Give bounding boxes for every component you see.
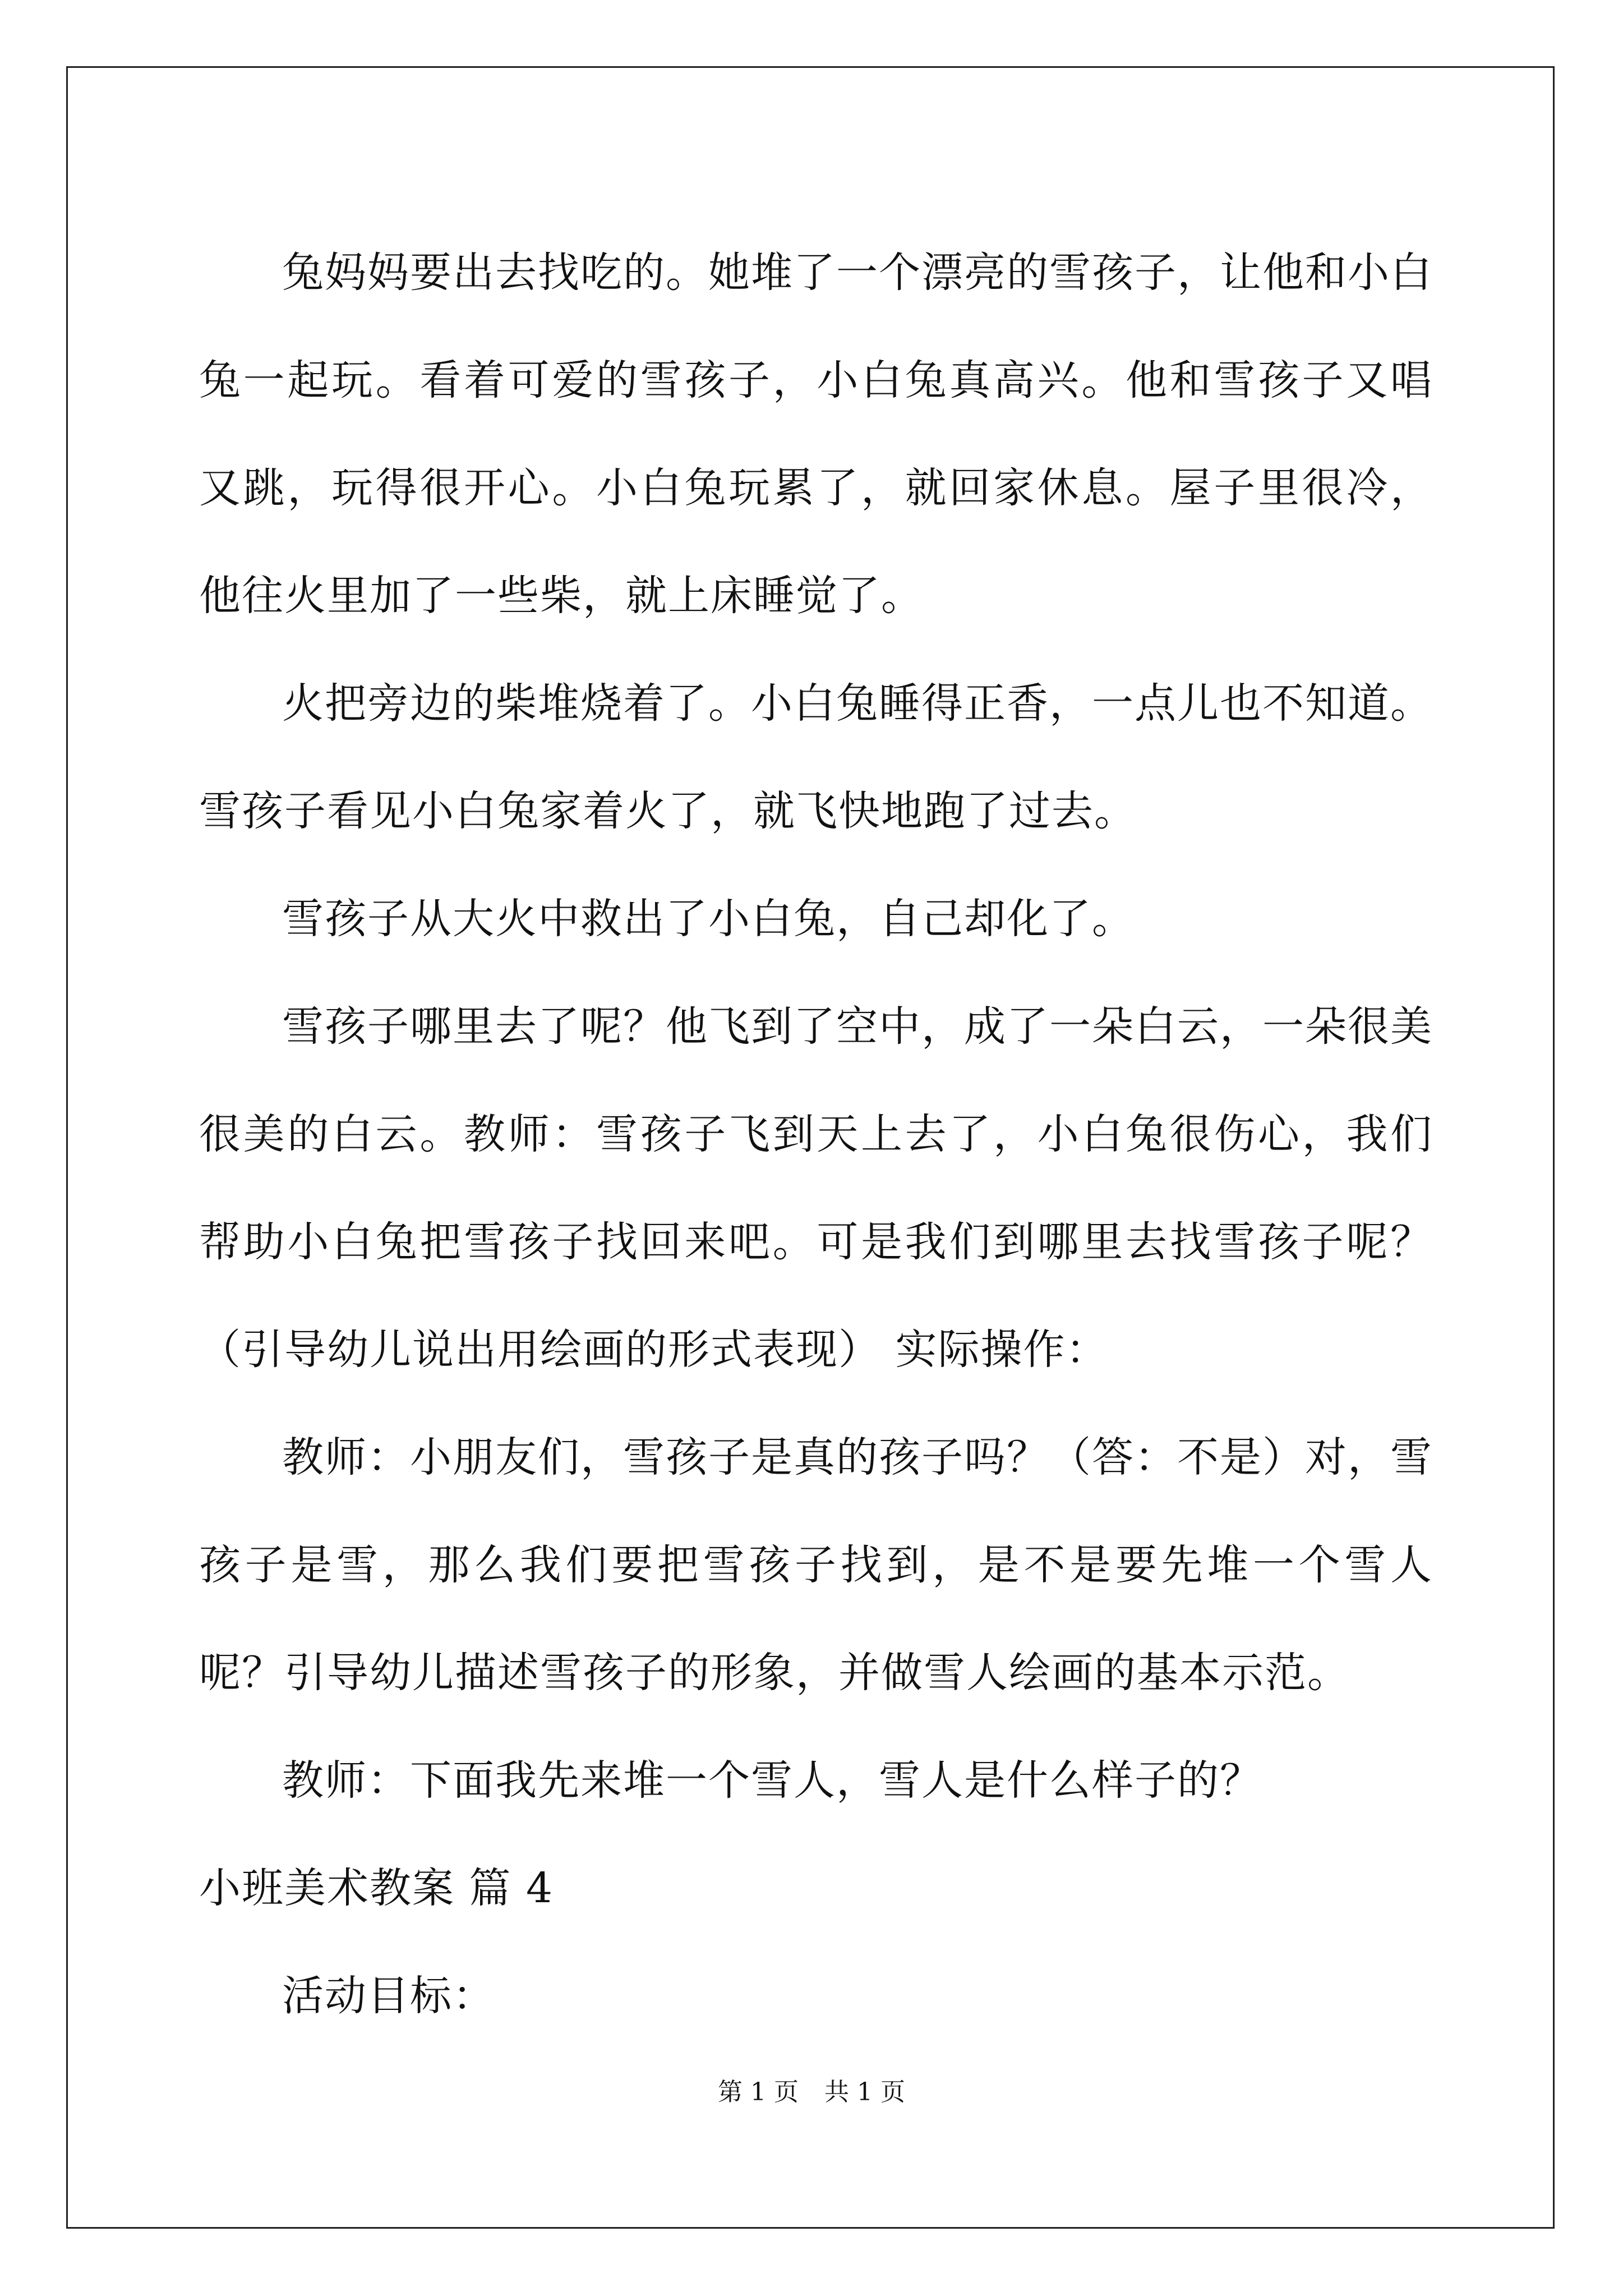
paragraph: 教师：小朋友们，雪孩子是真的孩子吗？（答：不是）对，雪孩子是雪，那么我们要把雪孩子找到，是不是要先堆一个雪人呢？引导幼儿描述雪孩子的形象，并做雪人绘画的基本示范。: [199, 1433, 1433, 1697]
page-total: 共 1 页: [824, 2078, 905, 2106]
section-heading: 小班美术教案 篇 4: [199, 1864, 554, 1912]
paragraph: 教师：下面我先来堆一个雪人，雪人是什么样子的？: [282, 1756, 1262, 1805]
paragraph: 雪孩子哪里去了呢？他飞到了空中，成了一朵白云，一朵很美很美的白云。教师：雪孩子飞到天上去了，小白兔很伤心，我们帮助小白兔把雪孩子找回来吧。可是我们到哪里去找雪孩子呢？（引导幼儿说出用绘画的形式表现） 实际操作：: [199, 1002, 1433, 1374]
page-number: 第 1 页: [718, 2078, 799, 2106]
document-body: [199, 219, 1433, 2050]
paragraph: 兔妈妈要出去找吃的。她堆了一个漂亮的雪孩子，让他和小白兔一起玩。看着可爱的雪孩子，小白兔真高兴。他和雪孩子又唱又跳，玩得很开心。小白兔玩累了，就回家休息。屋子里很冷，他往火里加了一些柴，就上床睡觉了。: [199, 249, 1433, 620]
paragraph: 活动目标：: [282, 1972, 495, 2020]
paragraph: 火把旁边的柴堆烧着了。小白兔睡得正香，一点儿也不知道。雪孩子看见小白兔家着火了，就飞快地跑了过去。: [199, 679, 1433, 835]
paragraph: 雪孩子从大火中救出了小白兔，自己却化了。: [282, 895, 1135, 943]
page-footer: [0, 2076, 1623, 2109]
